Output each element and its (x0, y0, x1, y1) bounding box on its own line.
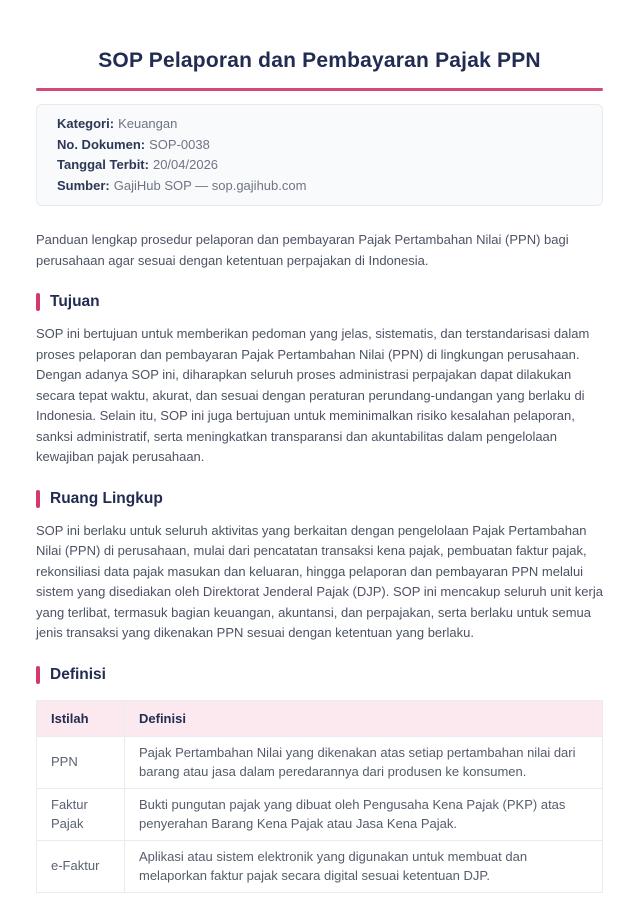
section-heading-tujuan (36, 293, 603, 311)
term-cell-e-faktur: e-Faktur (37, 840, 125, 892)
section-title-ruang-lingkup: Ruang Lingkup (50, 489, 163, 507)
meta-label-no-dokumen: No. Dokumen: (57, 136, 146, 152)
column-header-istilah: Istilah (37, 700, 125, 736)
table-row (37, 840, 603, 892)
section-accent-bar (36, 666, 40, 684)
section-heading-ruang-lingkup (36, 490, 603, 508)
term-cell-faktur-pajak: Faktur Pajak (37, 788, 125, 840)
ruang-lingkup-paragraph: SOP ini berlaku untuk seluruh aktivitas yang berkaitan dengan pengelolaan Pajak Pertambahan Nilai (PPN) di perusahaan, mulai dari pencatatan transaksi kena pajak, pembuatan faktur pajak, rekonsiliasi data pajak masukan dan keluaran, hingga pelaporan dan pembayaran PPN melalui sistem yang disediakan oleh Direktorat Jenderal Pajak (DJP). SOP ini mencakup seluruh unit kerja yang terlibat, termasuk bagian keuangan, akuntansi, dan perpajakan, serta berlaku untuk semua jenis transaksi yang dikenakan PPN sesuai dengan ketentuan yang berlaku. (36, 522, 603, 640)
meta-value-kategori: Keuangan (118, 116, 178, 131)
column-header-definisi: Definisi (125, 700, 603, 736)
definitions-table-header-row (37, 700, 603, 736)
page-title: SOP Pelaporan dan Pembayaran Pajak PPN (98, 49, 541, 72)
meta-value-tanggal-terbit: 20/04/2026 (152, 157, 219, 172)
definition-cell-e-faktur: Aplikasi atau sistem elektronik yang digunakan untuk membuat dan melaporkan faktur pajak secara digital sesuai ketentuan DJP. (125, 840, 603, 892)
definition-cell-faktur-pajak: Bukti pungutan pajak yang dibuat oleh Pengusaha Kena Pajak (PKP) atas penyerahan Barang Kena Pajak atau Jasa Kena Pajak. (125, 788, 603, 840)
meta-row-tanggal-terbit (57, 155, 582, 176)
definitions-table (36, 700, 603, 893)
section-title-tujuan: Tujuan (50, 293, 100, 310)
table-row (37, 736, 603, 788)
meta-row-sumber (57, 176, 582, 197)
intro-paragraph: Panduan lengkap prosedur pelaporan dan pembayaran Pajak Pertambahan Nilai (PPN) bagi perusahaan agar sesuai dengan ketentuan perpajakan di Indonesia. (36, 232, 569, 268)
meta-label-tanggal-terbit: Tanggal Terbit: (57, 157, 149, 172)
section-title-definisi: Definisi (50, 665, 106, 683)
meta-row-kategori (57, 114, 582, 135)
section-accent-bar (36, 293, 40, 311)
meta-value-no-dokumen: SOP-0038 (149, 136, 210, 152)
table-row (37, 788, 603, 840)
section-accent-bar (36, 490, 40, 508)
tujuan-paragraph: SOP ini bertujuan untuk memberikan pedoman yang jelas, sistematis, dan terstandarisasi dalam proses pelaporan dan pembayaran Pajak Pertambahan Nilai (PPN) di lingkungan perusahaan. Dengan adanya SOP ini, diharapkan seluruh proses administrasi perpajakan dapat dilakukan secara tepat waktu, akurat, dan sesuai dengan peraturan perundang-undangan yang berlaku di Indonesia. Selain itu, SOP ini juga bertujuan untuk meminimalkan risiko kesalahan pelaporan, sanksi administratif, serta meningkatkan transparansi dan akuntabilitas dalam pengelolaan kewajiban pajak perusahaan. (36, 326, 590, 464)
definition-cell-ppn: Pajak Pertambahan Nilai yang dikenakan atas setiap pertambahan nilai dari barang atau jasa dalam peredarannya dari produsen ke konsumen. (125, 736, 603, 788)
meta-row-no-dokumen (57, 135, 582, 156)
meta-value-sumber: GajiHub SOP — sop.gajihub.com (113, 177, 307, 193)
meta-label-sumber: Sumber: (57, 177, 110, 193)
meta-label-kategori: Kategori: (57, 116, 115, 131)
document-meta-box (36, 104, 603, 206)
section-heading-definisi (36, 666, 603, 684)
title-divider (36, 88, 603, 91)
term-cell-ppn: PPN (37, 736, 125, 788)
